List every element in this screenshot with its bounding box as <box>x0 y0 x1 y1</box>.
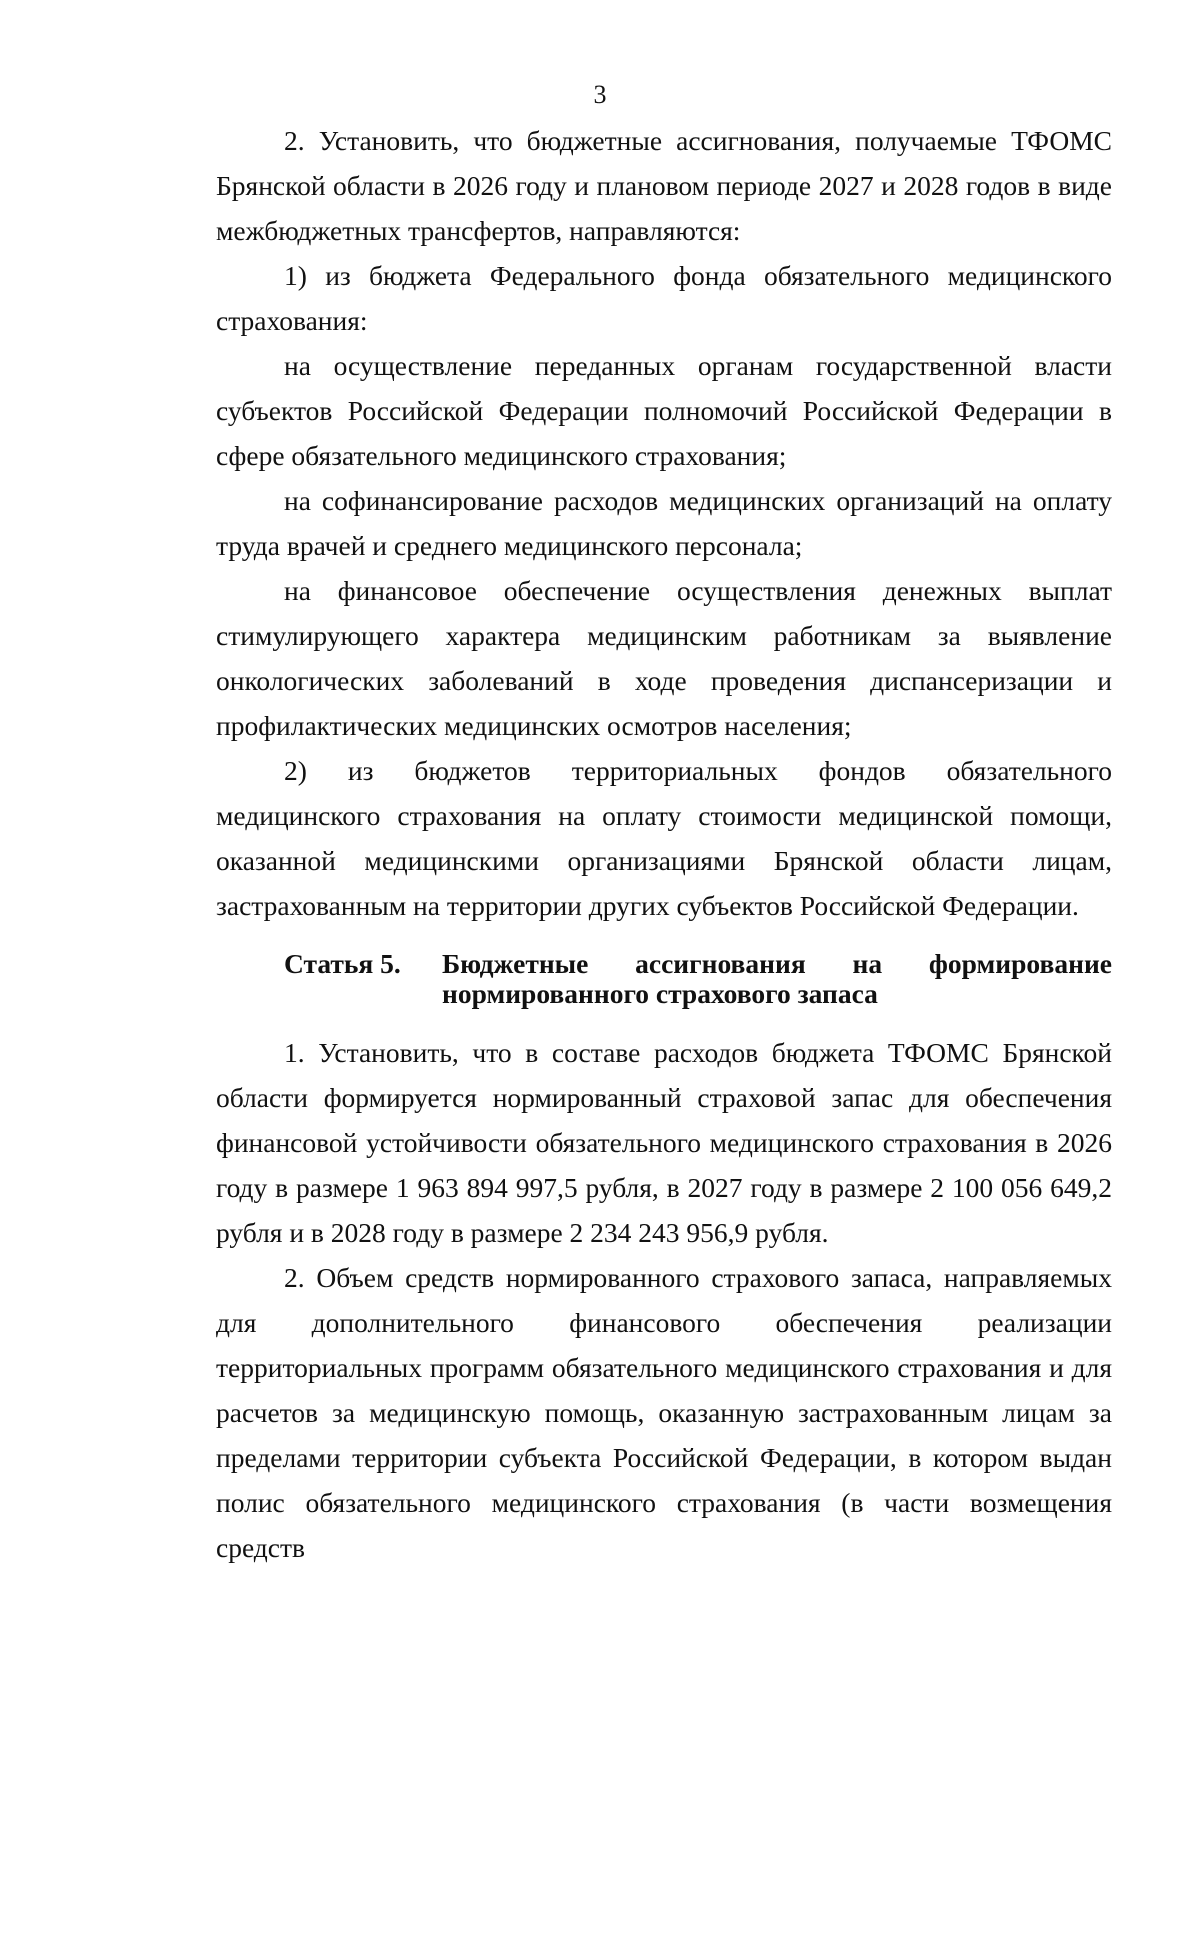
paragraph-2-item-1-subitem-b: на софинансирование расходов медицинских организаций на оплату труда врачей и среднего медицинского персонала; <box>216 485 1112 561</box>
page-number: 3 <box>593 80 607 109</box>
paragraph-2: 2. Установить, что бюджетные ассигнования, получаемые ТФОМС Брянской области в 2026 году и плановом периоде 2027 и 2028 годов в виде межбюджетных трансфертов, направляются: <box>216 125 1112 246</box>
paragraph-2-item-2: 2) из бюджетов территориальных фондов обязательного медицинского страхования на оплату стоимости медицинской помощи, оказанной медицинскими организациями Брянской области лицам, застрахованным на территории других субъектов Российской Федерации. <box>216 755 1112 921</box>
paragraph-2-item-1: 1) из бюджета Федерального фонда обязательного медицинского страхования: <box>216 260 1112 336</box>
paragraph-2-item-1-subitem-c: на финансовое обеспечение осуществления денежных выплат стимулирующего характера медицинским работникам за выявление онкологических заболеваний в ходе проведения диспансеризации и профилактических медицинских осмотров населения; <box>216 575 1112 741</box>
article-title <box>442 949 1112 1009</box>
article-5-paragraph-1: 1. Установить, что в составе расходов бюджета ТФОМС Брянской области формируется нормированный страховой запас для обеспечения финансовой устойчивости обязательного медицинского страхования в 2026 году в размере 1 963 894 997,5 рубля, в 2027 году в размере 2 100 056 649,2 рубля и в 2028 году в размере 2 234 243 956,9 рубля. <box>216 1037 1112 1248</box>
article-label: Статья 5. <box>284 948 401 979</box>
article-5-paragraph-2: 2. Объем средств нормированного страхового запаса, направляемых для дополнительного финансового обеспечения реализации территориальных программ обязательного медицинского страхования и для расчетов за медицинскую помощь, оказанную застрахованным лицам за пределами территории субъекта Российской Федерации, в котором выдан полис обязательного медицинского страхования (в части возмещения средств <box>216 1262 1112 1563</box>
article-heading <box>216 949 1112 1009</box>
article-title-line-2: нормированного страхового запаса <box>442 978 878 1009</box>
paragraph-2-item-1-subitem-a: на осуществление переданных органам государственной власти субъектов Российской Федерации полномочий Российской Федерации в сфере обязательного медицинского страхования; <box>216 350 1112 471</box>
article-title-line-1: Бюджетные ассигнования на формирование <box>442 948 1112 979</box>
document-body <box>216 118 1112 1570</box>
